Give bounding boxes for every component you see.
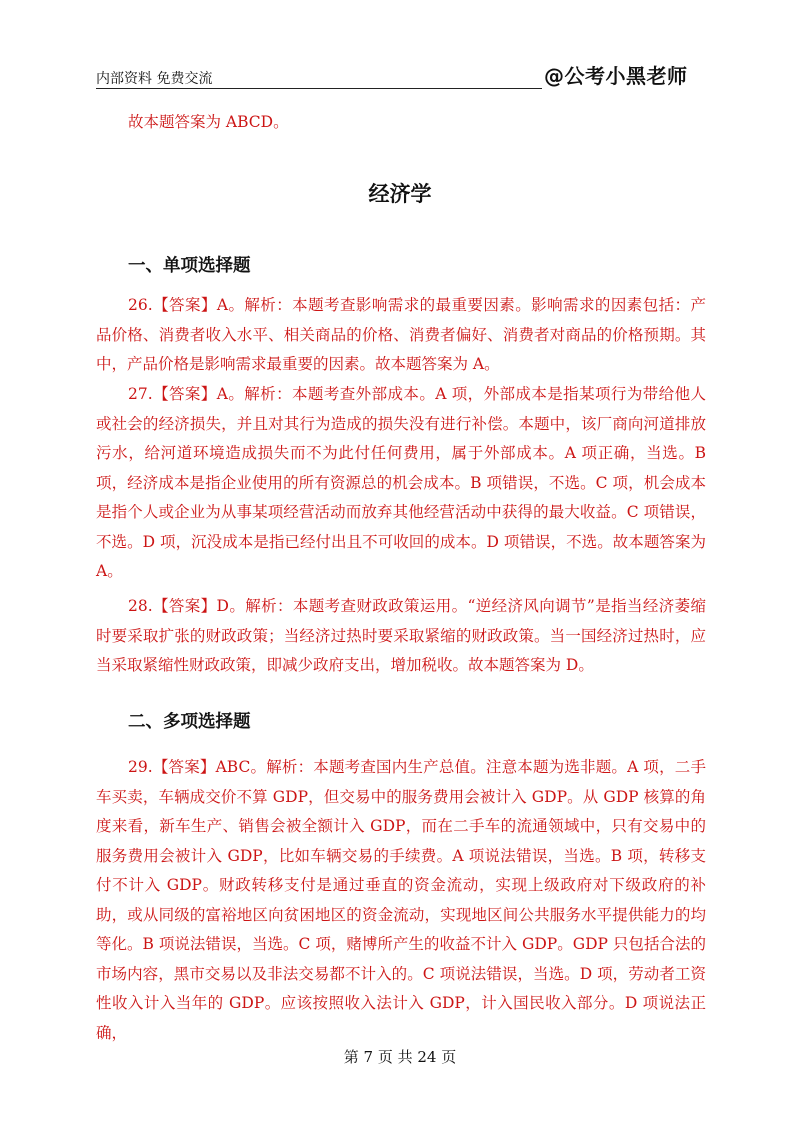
header-watermark: @公考小黑老师 (544, 64, 688, 88)
header-rule (96, 88, 542, 89)
answer-29: 29.【答案】ABC。解析：本题考查国内生产总值。注意本题为选非题。A 项，二手车买卖，车辆成交价不算 GDP，但交易中的服务费用会被计入 GDP。从 GDP 核算的角度来看，新车生产、销售会被全额计入 GDP，而在二手车的流通领域中，只有交易中的服务费用会被计入 GDP，比如车辆交易的手续费。A 项说法错误，当选。B 项，转移支付不计入 GDP。财政转移支付是通过垂直的资金流动，实现上级政府对下级政府的补助，或从同级的富裕地区向贫困地区的资金流动，实现地区间公共服务水平提供能力的均等化。B 项说法错误，当选。C 项，赌博所产生的收益不计入 GDP。GDP 只包括合法的市场内容，黑市交易以及非法交易都不计入的。C 项说法错误，当选。D 项，劳动者工资性收入计入当年的 GDP。应该按照收入法计入 GDP，计入国民收入部分。D 项说法正确， (96, 758, 706, 1042)
intro-line: 故本题答案为 ABCD。 (128, 113, 289, 131)
page-title: 经济学 (368, 182, 432, 206)
section-heading-single-choice: 一、单项选择题 (128, 256, 251, 276)
page-footer: 第 7 页 共 24 页 (343, 1048, 457, 1066)
section-heading-multiple-choice: 二、多项选择题 (128, 712, 251, 732)
header-left-label: 内部资料 免费交流 (96, 71, 213, 87)
answer-26: 26.【答案】A。解析：本题考查影响需求的最重要因素。影响需求的因素包括：产品价格、消费者收入水平、相关商品的价格、消费者偏好、消费者对商品的价格预期。其中，产品价格是影响需求最重要的因素。故本题答案为 A。 (96, 296, 706, 373)
answer-28: 28.【答案】D。解析：本题考查财政政策运用。“逆经济风向调节”是指当经济萎缩时要采取扩张的财政政策；当经济过热时要采取紧缩的财政政策。当一国经济过热时，应当采取紧缩性财政政策，即减少政府支出，增加税收。故本题答案为 D。 (96, 597, 706, 674)
answer-27: 27.【答案】A。解析：本题考查外部成本。A 项，外部成本是指某项行为带给他人或社会的经济损失，并且对其行为造成的损失没有进行补偿。本题中，该厂商向河道排放污水，给河道环境造成损失而不为此付任何费用，属于外部成本。A 项正确，当选。B 项，经济成本是指企业使用的所有资源总的机会成本。B 项错误，不选。C 项，机会成本是指个人或企业为从事某项经营活动而放弃其他经营活动中获得的最大收益。C 项错误，不选。D 项，沉没成本是指已经付出且不可收回的成本。D 项错误，不选。故本题答案为 A。 (96, 385, 706, 580)
